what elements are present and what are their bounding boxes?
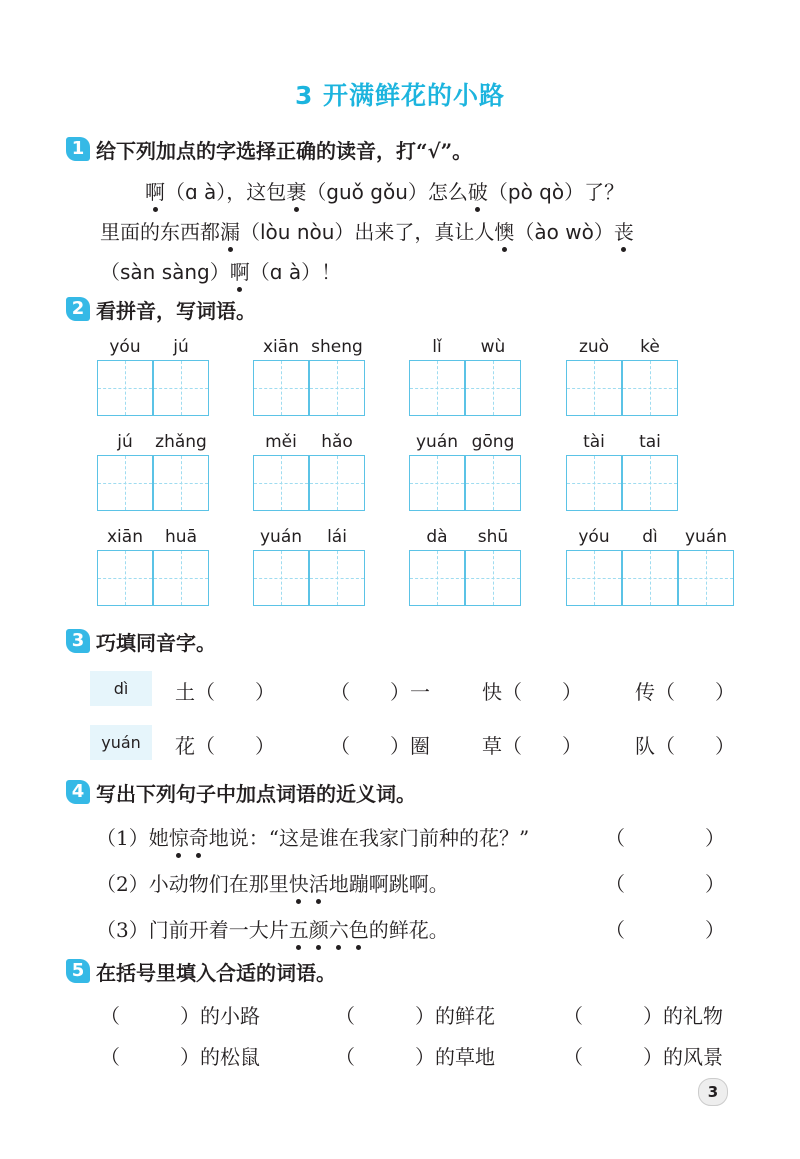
question-3-text: 巧填同音字。 (96, 630, 216, 655)
question-number-badge: 2 (66, 297, 90, 321)
question-4-text: 写出下列句子中加点词语的近义词。 (96, 781, 416, 806)
sentence-text: （3）门前开着一大片 (96, 918, 289, 942)
homophone-blank[interactable]: 快（ ） (482, 680, 582, 704)
pinyin-syllable: shū (477, 527, 509, 547)
homophone-blank[interactable]: 土（ ） (175, 680, 275, 704)
reading-choice[interactable]: （lòu nòu）出来了，真让人 (240, 220, 495, 244)
fill-word-blank[interactable]: （ ）的鲜花 (335, 1004, 495, 1028)
character-writing-box[interactable] (309, 550, 365, 606)
character-writing-box[interactable] (153, 550, 209, 606)
dotted-char: 颜 (309, 914, 329, 943)
homophone-blank[interactable]: 队（ ） (635, 734, 735, 758)
pinyin-syllable: wù (480, 337, 506, 357)
dotted-char: 色 (349, 914, 369, 943)
pinyin-syllable: dà (426, 527, 448, 547)
character-writing-box[interactable] (409, 455, 465, 511)
fill-word-blank[interactable]: （ ）的草地 (335, 1045, 495, 1069)
sentence-text: 地蹦啊跳啊。 (328, 872, 449, 896)
pinyin-syllable: dì (642, 527, 658, 547)
pinyin-syllable: kè (640, 337, 660, 357)
question-1-heading (66, 136, 472, 162)
synonym-answer-blank[interactable]: （ ） (605, 918, 725, 942)
dotted-char: 漏 (220, 216, 240, 245)
pinyin-syllable: xiān (263, 337, 299, 357)
synonym-answer-blank[interactable]: （ ） (605, 872, 725, 896)
pinyin-syllable: huā (165, 527, 197, 547)
dotted-char: 惊 (169, 822, 189, 851)
dotted-char: 裹 (286, 176, 306, 205)
pinyin-syllable: měi (265, 432, 297, 452)
character-writing-box[interactable] (97, 550, 153, 606)
homophone-blank[interactable]: 花（ ） (175, 734, 275, 758)
pinyin-syllable: zuò (578, 337, 610, 357)
q1-line-3 (100, 256, 341, 285)
character-writing-box[interactable] (465, 360, 521, 416)
question-number-badge: 4 (66, 780, 90, 804)
question-2-heading (66, 296, 256, 322)
pinyin-syllable: tài (583, 432, 605, 452)
pinyin-syllable: sheng (311, 337, 363, 357)
reading-choice[interactable]: （sàn sàng） (100, 260, 230, 284)
character-writing-box[interactable] (409, 550, 465, 606)
dotted-char: 奇 (189, 822, 209, 851)
dotted-char: 懊 (494, 216, 514, 245)
homophone-blank[interactable]: （ ）圈 (330, 734, 430, 758)
sentence-text: 地说：“这是谁在我家门前种的花？” (208, 826, 530, 850)
question-number-badge: 5 (66, 959, 90, 983)
character-writing-box[interactable] (566, 360, 622, 416)
character-writing-box[interactable] (309, 360, 365, 416)
q4-sentence-1 (96, 822, 529, 851)
character-writing-box[interactable] (409, 360, 465, 416)
homophone-blank[interactable]: 草（ ） (482, 734, 582, 758)
reading-choice[interactable]: （pò qò）了？ (487, 180, 625, 204)
pinyin-syllable: yóu (578, 527, 610, 547)
dotted-char: 快 (289, 868, 309, 897)
sentence-text: （1）她 (96, 826, 169, 850)
character-writing-box[interactable] (153, 455, 209, 511)
reading-choice[interactable]: （ɑ à）！ (249, 260, 342, 284)
character-writing-box[interactable] (253, 360, 309, 416)
question-3-heading (66, 628, 216, 654)
question-2-text: 看拼音，写词语。 (96, 298, 256, 323)
character-writing-box[interactable] (678, 550, 734, 606)
dotted-char: 啊 (145, 176, 165, 205)
sentence-text: （2）小动物们在那里 (96, 872, 289, 896)
question-5-text: 在括号里填入合适的词语。 (96, 960, 336, 985)
sentence-text: 的鲜花。 (368, 918, 449, 942)
pinyin-syllable: xiān (107, 527, 143, 547)
dotted-char: 六 (329, 914, 349, 943)
pinyin-syllable: yuán (684, 527, 728, 547)
dotted-char: 丧 (614, 216, 634, 245)
pinyin-syllable: zhǎng (155, 432, 207, 452)
pinyin-syllable: tai (639, 432, 661, 452)
character-writing-box[interactable] (97, 360, 153, 416)
pinyin-syllable: yuán (259, 527, 303, 547)
character-writing-box[interactable] (309, 455, 365, 511)
dotted-char: 五 (289, 914, 309, 943)
character-writing-box[interactable] (253, 550, 309, 606)
question-5-heading (66, 958, 336, 984)
fill-word-blank[interactable]: （ ）的礼物 (563, 1004, 723, 1028)
q4-sentence-3 (96, 914, 449, 943)
pinyin-syllable: gōng (471, 432, 515, 452)
homophone-blank[interactable]: （ ）一 (330, 680, 430, 704)
question-4-heading (66, 779, 416, 805)
homophone-pinyin-yuán: yuán (90, 725, 152, 760)
pinyin-syllable: jú (173, 337, 189, 357)
character-writing-box[interactable] (465, 455, 521, 511)
fill-word-blank[interactable]: （ ）的风景 (563, 1045, 723, 1069)
q1-line-1 (145, 176, 624, 205)
pinyin-syllable: yóu (109, 337, 141, 357)
character-writing-box[interactable] (622, 455, 678, 511)
character-writing-box[interactable] (253, 455, 309, 511)
q1-line-2 (100, 216, 634, 245)
page-number: 3 (698, 1078, 728, 1106)
pinyin-syllable: hǎo (321, 432, 353, 452)
q4-sentence-2 (96, 868, 449, 897)
reading-choice[interactable]: （guǒ gǒu）怎么 (306, 180, 468, 204)
reading-choice[interactable]: （ɑ à），这包 (165, 180, 287, 204)
synonym-answer-blank[interactable]: （ ） (605, 826, 725, 850)
pinyin-syllable: yuán (415, 432, 459, 452)
question-number-badge: 1 (66, 137, 90, 161)
dotted-char: 活 (309, 868, 329, 897)
fill-word-blank[interactable]: （ ）的松鼠 (100, 1045, 260, 1069)
dotted-char: 啊 (230, 256, 250, 285)
character-writing-box[interactable] (465, 550, 521, 606)
pinyin-syllable: lái (327, 527, 347, 547)
homophone-pinyin-dì: dì (90, 671, 152, 706)
sentence-text: 里面的东西都 (100, 220, 220, 244)
character-writing-box[interactable] (566, 550, 622, 606)
fill-word-blank[interactable]: （ ）的小路 (100, 1004, 260, 1028)
question-1-text: 给下列加点的字选择正确的读音，打“√”。 (96, 138, 473, 163)
character-writing-box[interactable] (622, 550, 678, 606)
character-writing-box[interactable] (97, 455, 153, 511)
reading-choice[interactable]: （ào wò） (514, 220, 614, 244)
question-number-badge: 3 (66, 629, 90, 653)
character-writing-box[interactable] (566, 455, 622, 511)
pinyin-syllable: jú (117, 432, 133, 452)
character-writing-box[interactable] (153, 360, 209, 416)
pinyin-syllable: lǐ (432, 337, 442, 357)
homophone-blank[interactable]: 传（ ） (635, 680, 735, 704)
dotted-char: 破 (468, 176, 488, 205)
page-title: 3 开满鲜花的小路 (294, 81, 506, 110)
character-writing-box[interactable] (622, 360, 678, 416)
